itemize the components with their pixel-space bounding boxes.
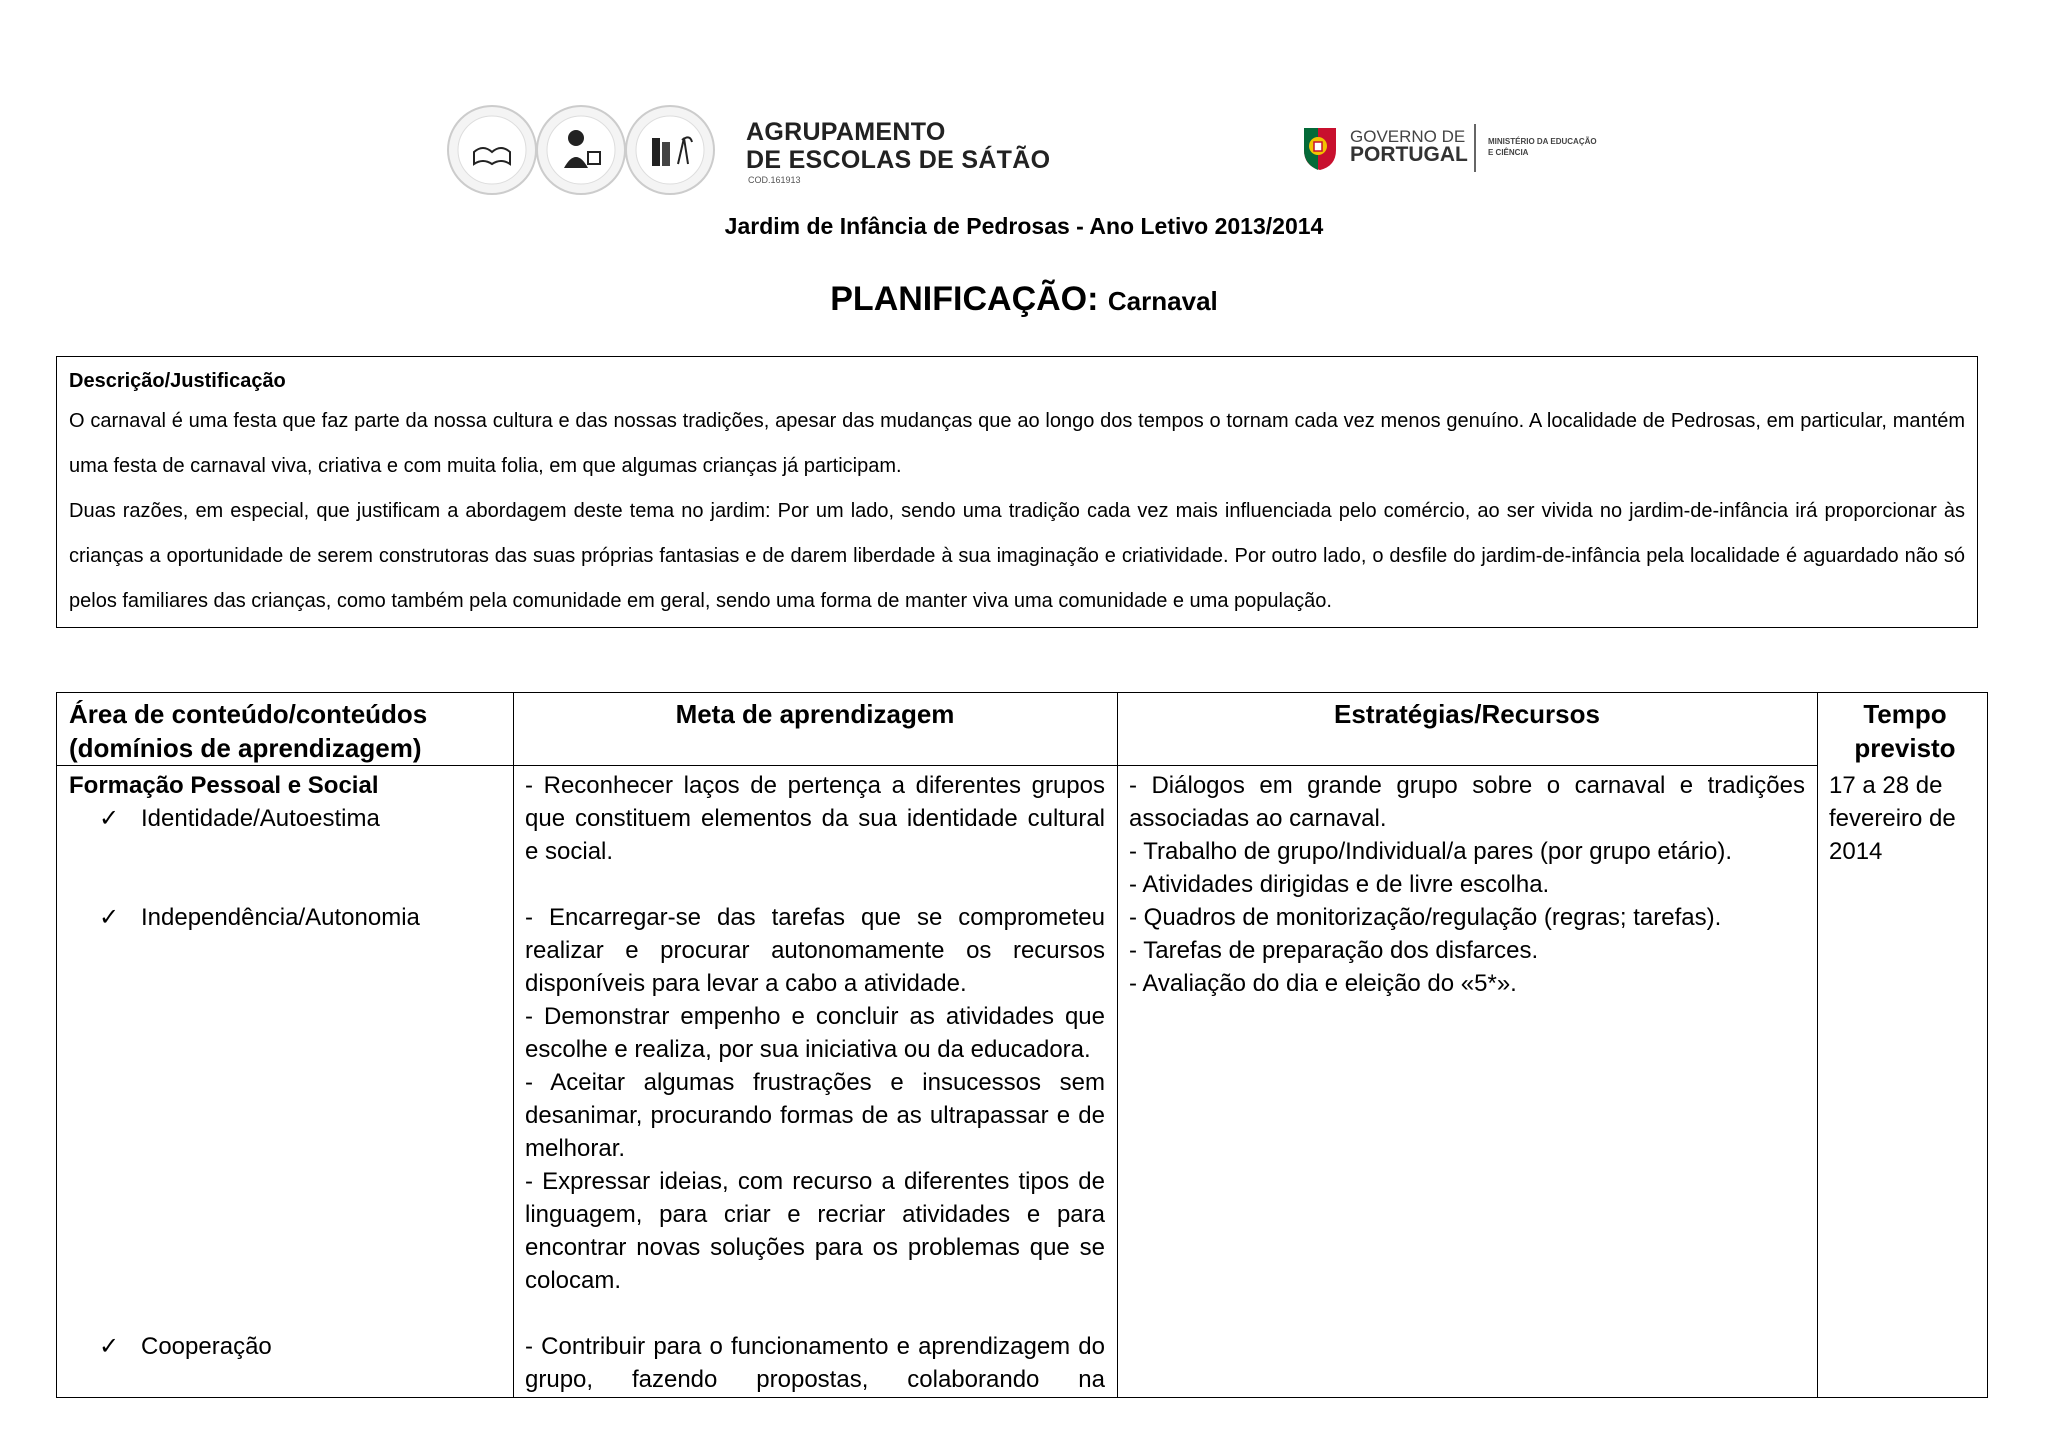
check-icon: ✓ (99, 1333, 120, 1360)
agrupamento-logo-text (746, 118, 1050, 174)
meta-item: - Encarregar-se das tarefas que se comprometeu realizar e procurar autonomamente os recursos disponíveis para levar a cabo a atividade. (525, 904, 1105, 997)
header-row-divider (57, 765, 513, 766)
page-title (0, 280, 2048, 319)
header-estrategias: Estratégias/Recursos (1334, 699, 1600, 729)
description-heading: Descrição/Justificação (69, 370, 286, 392)
header-row-divider (513, 765, 1117, 766)
meta-item: - Aceitar algumas frustrações e insucessos sem desanimar, procurando formas de as ultrapassar e de melhorar. (525, 1069, 1105, 1162)
estrategia-item: - Diálogos em grande grupo sobre o carnaval e tradições associadas ao carnaval. (1129, 772, 1805, 832)
column-divider (1117, 693, 1118, 1397)
area-title: Formação Pessoal e Social (69, 772, 379, 799)
estrategia-item: - Atividades dirigidas e de livre escolha. (1129, 871, 1550, 898)
area-item-independencia (99, 901, 420, 934)
header-row-divider (1117, 765, 1817, 766)
area-item-label: Identidade/Autoestima (141, 805, 380, 832)
area-item-label: Cooperação (141, 1333, 272, 1360)
logo-code: COD.161913 (748, 175, 801, 185)
title-main: PLANIFICAÇÃO: (830, 280, 1099, 318)
gov-line-2: PORTUGAL (1350, 143, 1468, 166)
meta-item: - Demonstrar empenho e concluir as atividades que escolhe e realiza, por sua iniciativa ou da educadora. (525, 1003, 1105, 1063)
ministry-line-1: MINISTÉRIO DA EDUCAÇÃO (1488, 137, 1597, 146)
meta-item: - Expressar ideias, com recurso a diferentes tipos de linguagem, para criar e recriar atividades e para encontrar novas soluções para os problemas que se colocam. (525, 1168, 1105, 1294)
description-box (56, 356, 1978, 628)
logo-divider (1474, 124, 1476, 172)
check-icon: ✓ (99, 904, 120, 931)
logo-line-1: AGRUPAMENTO (746, 118, 946, 146)
ministry-text (1488, 136, 1597, 158)
meta-item: - Reconhecer laços de pertença a diferentes grupos que constituem elementos da sua identidade cultural e social. (525, 772, 1105, 865)
header-area: Área de conteúdo/conteúdos (domínios de aprendizagem) (69, 699, 428, 763)
school-year-line: Jardim de Infância de Pedrosas - Ano Letivo 2013/2014 (724, 213, 1324, 239)
logo-line-2: DE ESCOLAS DE SÁTÃO (746, 146, 1051, 174)
estrategia-item: - Avaliação do dia e eleição do «5*». (1129, 970, 1517, 997)
column-divider (1817, 693, 1818, 1397)
school-seals-logo (446, 100, 716, 200)
planning-table (56, 692, 1988, 1398)
description-paragraph-2: Duas razões, em especial, que justificam a abordagem deste tema no jardim: Por um lado, sendo uma tradição cada vez mais influenciada pelo comércio, ao ser vivida no jardim-de-infância irá proporcionar às crianças a oportunidade de serem construtoras das suas próprias fantasias e de darem liberdade à sua imaginação e criatividade. Por outro lado, o desfile do jardim-de-infância pela localidade é aguardado não só pelos familiares das crianças, como também pela comunidade em geral, sendo uma forma de manter viva uma comunidade e uma população. (69, 500, 1965, 612)
estrategia-item: - Trabalho de grupo/Individual/a pares (por grupo etário). (1129, 838, 1733, 865)
governo-portugal-text (1350, 128, 1468, 165)
header-tempo: Tempo previsto (1854, 699, 1956, 763)
meta-item: - Contribuir para o funcionamento e aprendizagem do grupo, fazendo propostas, colaborando na (525, 1333, 1105, 1393)
check-icon: ✓ (99, 805, 120, 832)
area-item-label: Independência/Autonomia (141, 904, 420, 931)
area-item-cooperacao (99, 1330, 272, 1363)
gov-line-1: GOVERNO DE (1350, 127, 1466, 146)
estrategias-list (1129, 769, 1805, 1000)
portugal-arms-icon (1300, 120, 1340, 172)
description-paragraph-1: O carnaval é uma festa que faz parte da nossa cultura e das nossas tradições, apesar das mudanças que ao longo dos tempos o tornam cada vez menos genuíno. A localidade de Pedrosas, em particular, mantém uma festa de carnaval viva, criativa e com muita folia, em que algumas crianças já participam. (69, 410, 1965, 477)
title-subject: Carnaval (1107, 286, 1218, 316)
area-item-identidade (99, 802, 380, 835)
header-meta: Meta de aprendizagem (675, 699, 955, 729)
ministry-line-2: E CIÊNCIA (1488, 148, 1529, 157)
meta-list (525, 769, 1105, 1396)
tempo-previsto: 17 a 28 de fevereiro de 2014 (1829, 772, 1956, 865)
estrategia-item: - Tarefas de preparação dos disfarces. (1129, 937, 1539, 964)
estrategia-item: - Quadros de monitorização/regulação (regras; tarefas). (1129, 904, 1722, 931)
column-divider (513, 693, 514, 1397)
